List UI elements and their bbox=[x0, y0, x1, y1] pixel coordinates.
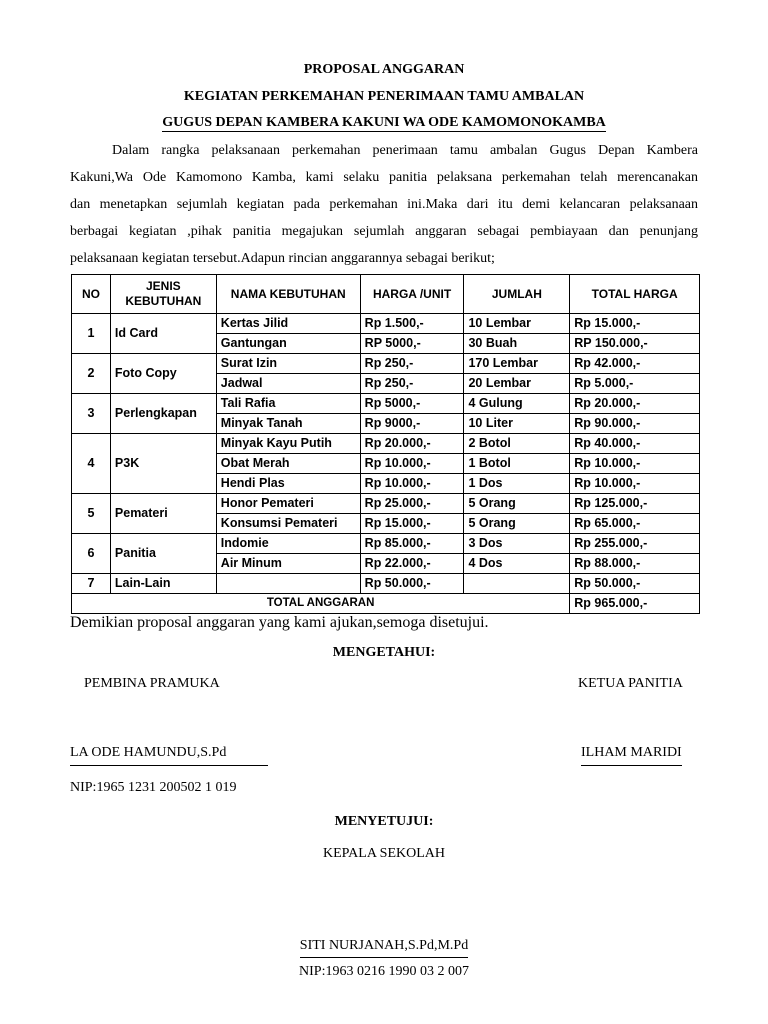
table-header-row bbox=[72, 275, 700, 314]
left-signer-nip: NIP:1965 1231 200502 1 019 bbox=[70, 780, 237, 795]
cell-harga: Rp 10.000,- bbox=[360, 474, 464, 494]
header-harga: HARGA /UNIT bbox=[360, 275, 464, 314]
cell-nama: Obat Merah bbox=[216, 454, 360, 474]
cell-jenis: Perlengkapan bbox=[110, 394, 216, 434]
cell-jumlah: 4 Gulung bbox=[464, 394, 570, 414]
cell-total: Rp 90.000,- bbox=[570, 414, 700, 434]
cell-nama: Jadwal bbox=[216, 374, 360, 394]
cell-total: Rp 88.000,- bbox=[570, 554, 700, 574]
table-row bbox=[72, 574, 700, 594]
closing-statement: Demikian proposal anggaran yang kami ajukan,semoga disetujui. bbox=[70, 614, 489, 631]
cell-harga: Rp 250,- bbox=[360, 354, 464, 374]
table-row bbox=[72, 314, 700, 334]
cell-harga: Rp 9000,- bbox=[360, 414, 464, 434]
header-nama: NAMA KEBUTUHAN bbox=[216, 275, 360, 314]
cell-harga: Rp 250,- bbox=[360, 374, 464, 394]
cell-total: Rp 10.000,- bbox=[570, 474, 700, 494]
cell-no: 5 bbox=[72, 494, 111, 534]
principal-name-wrap bbox=[0, 938, 768, 954]
table-row bbox=[72, 434, 700, 454]
budget-table bbox=[71, 274, 700, 614]
table-row bbox=[72, 494, 700, 514]
cell-jenis: Pemateri bbox=[110, 494, 216, 534]
cell-total: Rp 65.000,- bbox=[570, 514, 700, 534]
cell-jumlah: 1 Dos bbox=[464, 474, 570, 494]
cell-jenis: Id Card bbox=[110, 314, 216, 354]
cell-nama: Minyak Tanah bbox=[216, 414, 360, 434]
cell-nama: Gantungan bbox=[216, 334, 360, 354]
total-value: Rp 965.000,- bbox=[570, 594, 700, 614]
cell-total: Rp 125.000,- bbox=[570, 494, 700, 514]
cell-no: 3 bbox=[72, 394, 111, 434]
cell-jumlah: 10 Liter bbox=[464, 414, 570, 434]
cell-harga: RP 5000,- bbox=[360, 334, 464, 354]
cell-no: 2 bbox=[72, 354, 111, 394]
cell-nama: Indomie bbox=[216, 534, 360, 554]
cell-nama: Air Minum bbox=[216, 554, 360, 574]
cell-total: Rp 15.000,- bbox=[570, 314, 700, 334]
cell-harga: Rp 20.000,- bbox=[360, 434, 464, 454]
principal-nip: NIP:1963 0216 1990 03 2 007 bbox=[299, 964, 469, 979]
table-body bbox=[72, 314, 700, 594]
cell-jumlah: 20 Lembar bbox=[464, 374, 570, 394]
cell-no: 1 bbox=[72, 314, 111, 354]
principal-name: SITI NURJANAH,S.Pd,M.Pd bbox=[300, 938, 468, 958]
intro-line: dan menetapkan sejumlah kegiatan pada perkemahan ini.Maka dari itu demi kelancaran pelaksanaan bbox=[70, 197, 698, 212]
cell-jumlah: 3 Dos bbox=[464, 534, 570, 554]
right-signer-role: KETUA PANITIA bbox=[578, 676, 683, 691]
cell-no: 7 bbox=[72, 574, 111, 594]
header-total: TOTAL HARGA bbox=[570, 275, 700, 314]
cell-total: Rp 5.000,- bbox=[570, 374, 700, 394]
cell-jenis: Panitia bbox=[110, 534, 216, 574]
cell-nama: Honor Pemateri bbox=[216, 494, 360, 514]
cell-nama: Kertas Jilid bbox=[216, 314, 360, 334]
cell-jenis: Lain-Lain bbox=[110, 574, 216, 594]
cell-jumlah bbox=[464, 574, 570, 594]
cell-nama: Hendi Plas bbox=[216, 474, 360, 494]
table-row bbox=[72, 394, 700, 414]
cell-total: Rp 20.000,- bbox=[570, 394, 700, 414]
cell-harga: Rp 10.000,- bbox=[360, 454, 464, 474]
cell-harga: Rp 85.000,- bbox=[360, 534, 464, 554]
table-row bbox=[72, 534, 700, 554]
cell-harga: Rp 50.000,- bbox=[360, 574, 464, 594]
cell-nama bbox=[216, 574, 360, 594]
cell-nama: Tali Rafia bbox=[216, 394, 360, 414]
cell-total: RP 150.000,- bbox=[570, 334, 700, 354]
doc-subtitle: KEGIATAN PERKEMAHAN PENERIMAAN TAMU AMBALAN bbox=[183, 89, 585, 104]
intro-line: Kakuni,Wa Ode Kamomono Kamba, kami selaku panitia pelaksana perkemahan telah merencanakan bbox=[70, 170, 698, 185]
cell-nama: Konsumsi Pemateri bbox=[216, 514, 360, 534]
cell-jumlah: 170 Lembar bbox=[464, 354, 570, 374]
principal-role: KEPALA SEKOLAH bbox=[323, 846, 445, 861]
header-jenis: JENIS KEBUTUHAN bbox=[110, 275, 216, 314]
table-row bbox=[72, 354, 700, 374]
total-row bbox=[72, 594, 700, 614]
cell-harga: Rp 1.500,- bbox=[360, 314, 464, 334]
cell-no: 6 bbox=[72, 534, 111, 574]
doc-organization: GUGUS DEPAN KAMBERA KAKUNI WA ODE KAMOMONOKAMBA bbox=[162, 115, 606, 130]
cell-harga: Rp 22.000,- bbox=[360, 554, 464, 574]
cell-harga: Rp 25.000,- bbox=[360, 494, 464, 514]
intro-line: Dalam rangka pelaksanaan perkemahan penerimaan tamu ambalan Gugus Depan Kambera bbox=[112, 143, 698, 158]
cell-jumlah: 1 Botol bbox=[464, 454, 570, 474]
intro-line: berbagai kegiatan ,pihak panitia megajukan sejumlah anggaran sebagai pembiayaan dan penunjang bbox=[70, 224, 698, 239]
cell-harga: Rp 5000,- bbox=[360, 394, 464, 414]
cell-jenis: Foto Copy bbox=[110, 354, 216, 394]
cell-no: 4 bbox=[72, 434, 111, 494]
intro-line: pelaksanaan kegiatan tersebut.Adapun rincian anggarannya sebagai berikut; bbox=[70, 251, 495, 266]
cell-jumlah: 30 Buah bbox=[464, 334, 570, 354]
left-signer-name: LA ODE HAMUNDU,S.Pd bbox=[70, 745, 268, 766]
right-signer-name: ILHAM MARIDI bbox=[581, 745, 682, 766]
cell-total: Rp 40.000,- bbox=[570, 434, 700, 454]
cell-jumlah: 5 Orang bbox=[464, 514, 570, 534]
header-jumlah: JUMLAH bbox=[464, 275, 570, 314]
cell-total: Rp 50.000,- bbox=[570, 574, 700, 594]
intro-paragraph bbox=[70, 137, 698, 272]
left-signer-role: PEMBINA PRAMUKA bbox=[84, 676, 220, 691]
cell-jumlah: 2 Botol bbox=[464, 434, 570, 454]
cell-jumlah: 5 Orang bbox=[464, 494, 570, 514]
cell-jumlah: 10 Lembar bbox=[464, 314, 570, 334]
cell-total: Rp 255.000,- bbox=[570, 534, 700, 554]
cell-total: Rp 42.000,- bbox=[570, 354, 700, 374]
cell-total: Rp 10.000,- bbox=[570, 454, 700, 474]
mengetahui-heading: MENGETAHUI: bbox=[332, 645, 436, 660]
menyetujui-heading: MENYETUJUI: bbox=[334, 814, 434, 829]
cell-harga: Rp 15.000,- bbox=[360, 514, 464, 534]
header-no: NO bbox=[72, 275, 111, 314]
cell-jumlah: 4 Dos bbox=[464, 554, 570, 574]
cell-nama: Minyak Kayu Putih bbox=[216, 434, 360, 454]
doc-title: PROPOSAL ANGGARAN bbox=[303, 62, 465, 77]
cell-jenis: P3K bbox=[110, 434, 216, 494]
cell-nama: Surat Izin bbox=[216, 354, 360, 374]
total-label: TOTAL ANGGARAN bbox=[72, 594, 570, 614]
